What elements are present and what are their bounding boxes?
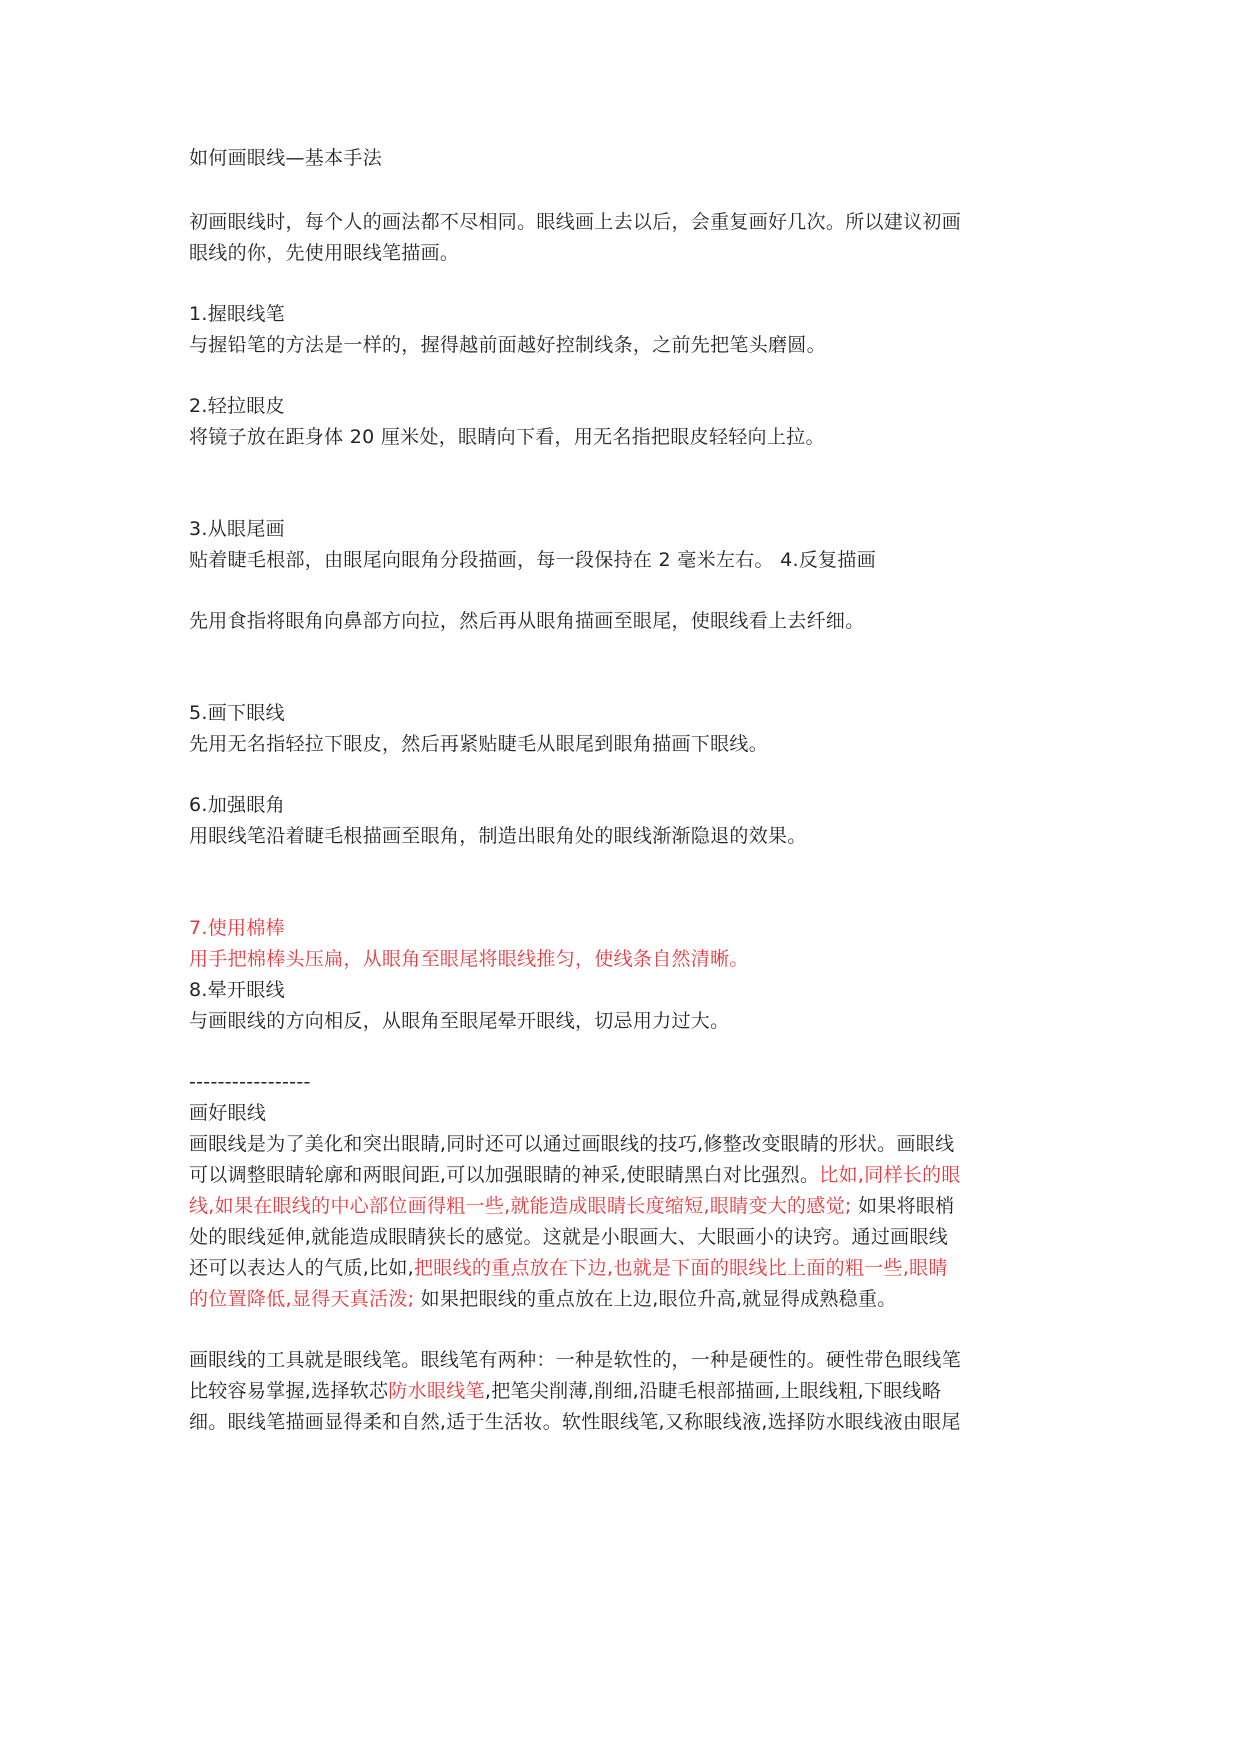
step-5-heading: 5.画下眼线 xyxy=(189,702,285,724)
section-divider: ----------------- xyxy=(189,1071,311,1093)
paragraph-1-highlight-2: 线,如果在眼线的中心部位画得粗一些,就能造成眼睛长度缩短,眼睛变大的感觉; xyxy=(189,1195,852,1217)
paragraph-1-line-5 xyxy=(189,1251,1069,1285)
paragraph-1-line-6 xyxy=(189,1282,1069,1316)
paragraph-1-line-3-text: 如果将眼梢 xyxy=(851,1195,955,1217)
step-8-text: 与画眼线的方向相反，从眼角至眼尾晕开眼线，切忌用力过大。 xyxy=(189,1010,730,1032)
step-1-text: 与握铅笔的方法是一样的，握得越前面越好控制线条，之前先把笔头磨圆。 xyxy=(189,334,826,356)
step-2-text: 将镜子放在距身体 20 厘米处，眼睛向下看，用无名指把眼皮轻轻向上拉。 xyxy=(189,426,825,448)
step-4-text: 先用食指将眼角向鼻部方向拉，然后再从眼角描画至眼尾，使眼线看上去纤细。 xyxy=(189,610,865,632)
paragraph-2-line-2 xyxy=(189,1374,1069,1408)
paragraph-1-line-4: 处的眼线延伸,就能造成眼睛狭长的感觉。这就是小眼画大、大眼画小的诀窍。通过画眼线 xyxy=(189,1226,949,1248)
paragraph-1-line-3 xyxy=(189,1189,1069,1223)
paragraph-1-highlight-4: 的位置降低,显得天真活泼; xyxy=(189,1288,415,1310)
step-7-text: 用手把棉棒头压扁，从眼角至眼尾将眼线推匀，使线条自然清晰。 xyxy=(189,948,749,970)
step-3-heading: 3.从眼尾画 xyxy=(189,518,285,540)
intro-line-1: 初画眼线时，每个人的画法都不尽相同。眼线画上去以后，会重复画好几次。所以建议初画 xyxy=(189,211,962,233)
paragraph-2-line-2-text-a: 比较容易掌握,选择软芯 xyxy=(189,1380,389,1402)
paragraph-1-highlight-3: 把眼线的重点放在下边,也就是下面的眼线比上面的粗一些,眼睛 xyxy=(413,1257,948,1279)
paragraph-2-line-1: 画眼线的工具就是眼线笔。眼线笔有两种：一种是软性的，一种是硬性的。硬性带色眼线笔 xyxy=(189,1349,962,1371)
step-1-heading: 1.握眼线笔 xyxy=(189,303,285,325)
step-6-text: 用眼线笔沿着睫毛根描画至眼角，制造出眼角处的眼线渐渐隐退的效果。 xyxy=(189,825,807,847)
paragraph-1-line-2 xyxy=(189,1158,1069,1192)
step-2-heading: 2.轻拉眼皮 xyxy=(189,395,285,417)
step-5-text: 先用无名指轻拉下眼皮，然后再紧贴睫毛从眼尾到眼角描画下眼线。 xyxy=(189,733,769,755)
page-title: 如何画眼线—基本手法 xyxy=(189,147,383,169)
paragraph-2-line-2-text-b: ,把笔尖削薄,削细,沿睫毛根部描画,上眼线粗,下眼线略 xyxy=(484,1380,942,1402)
intro-line-2: 眼线的你，先使用眼线笔描画。 xyxy=(189,242,460,264)
paragraph-2-highlight: 防水眼线笔 xyxy=(388,1380,485,1402)
paragraph-1-highlight-1: 比如,同样长的眼 xyxy=(819,1164,961,1186)
step-7-heading: 7.使用棉棒 xyxy=(189,917,285,939)
paragraph-1-line-2-text: 可以调整眼睛轮廓和两眼间距,可以加强眼睛的神采,使眼睛黑白对比强烈。 xyxy=(189,1164,820,1186)
step-3-text: 贴着睫毛根部，由眼尾向眼角分段描画，每一段保持在 2 毫米左右。 4.反复描画 xyxy=(189,549,877,571)
paragraph-1-line-1: 画眼线是为了美化和突出眼睛,同时还可以通过画眼线的技巧,修整改变眼睛的形状。画眼线 xyxy=(189,1133,955,1155)
paragraph-1-line-5-text: 还可以表达人的气质,比如, xyxy=(189,1257,414,1279)
paragraph-1-line-6-text: 如果把眼线的重点放在上边,眼位升高,就显得成熟稳重。 xyxy=(414,1288,897,1310)
step-8-heading: 8.晕开眼线 xyxy=(189,979,285,1001)
section-2-heading: 画好眼线 xyxy=(189,1102,267,1124)
step-6-heading: 6.加强眼角 xyxy=(189,794,285,816)
paragraph-2-line-3: 细。眼线笔描画显得柔和自然,适于生活妆。软性眼线笔,又称眼线液,选择防水眼线液由眼尾 xyxy=(189,1411,961,1433)
